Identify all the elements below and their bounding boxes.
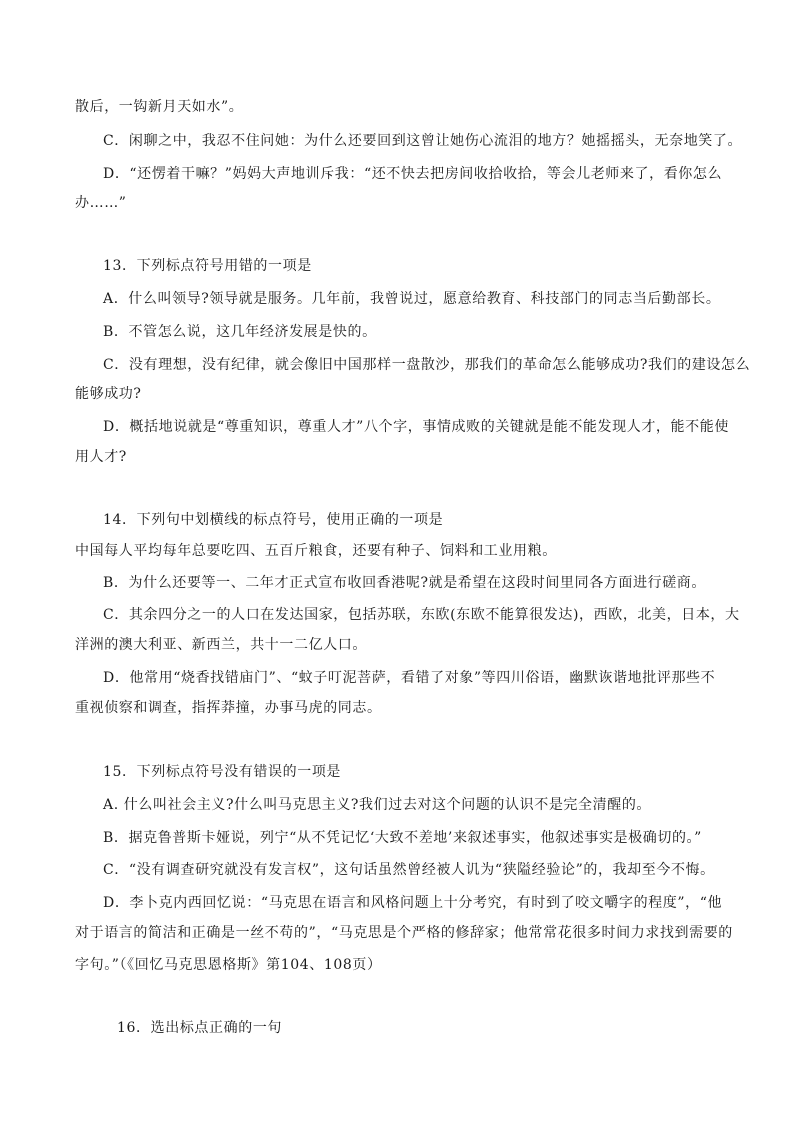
question-14-option-d-line1: D．他常用“烧香找错庙门”、“蚊子叮泥菩萨，看错了对象”等四川俗语，幽默诙谐地批评那些不 (103, 670, 716, 686)
question-15-stem: 15．下列标点符号没有错误的一项是 (103, 764, 342, 780)
question-13-option-d-line1: D．概括地说就是“尊重知识，尊重人才”八个字，事情成败的关键就是能不能发现人才，能不能使 (103, 419, 729, 435)
previous-option-d-line1: D．“还愣着干嘛？”妈妈大声地训斥我：“还不快去把房间收拾收拾，等会儿老师来了，看你怎么 (103, 166, 723, 182)
question-13-option-a: A．什么叫领导?领导就是服务。几年前，我曾说过，愿意给教育、科技部门的同志当后勤部长。 (103, 291, 721, 307)
question-14-option-c-line2: 洋洲的澳大利亚、新西兰，共十一二亿人口。 (75, 637, 367, 653)
question-15-option-d-line3: 字句。”（《回忆马克思恩格斯》第104、108页） (75, 957, 382, 973)
question-15-option-a: A. 什么叫社会主义?什么叫马克思主义?我们过去对这个问题的认识不是完全清醒的。 (103, 797, 652, 813)
previous-option-d-line2: 办……” (75, 195, 127, 211)
question-13-option-c-line2: 能够成功? (75, 386, 142, 402)
question-14-option-d-line2: 重视侦察和调查，指挥莽撞，办事马虎的同志。 (75, 700, 382, 716)
question-14-option-a: 中国每人平均每年总要吃四、五百斤粮食，还要有种子、饲料和工业用粮。 (75, 543, 557, 559)
question-13-option-d-line2: 用人才? (75, 449, 127, 465)
question-15-option-c: C．“没有调查研究就没有发言权”，这句话虽然曾经被人讥为“狭隘经验论”的，我却至今不悔。 (103, 862, 715, 878)
question-13-option-b: B．不管怎么说，这几年经济发展是快的。 (103, 324, 377, 340)
question-14-option-b: B．为什么还要等一、二年才正式宣布收回香港呢?就是希望在这段时间里同各方面进行磋商。 (103, 575, 706, 591)
question-16-stem: 16．选出标点正确的一句 (117, 1020, 283, 1036)
previous-question-fragment: 散后，一钩新月天如水”。 (75, 99, 244, 115)
question-14-stem: 14．下列句中划横线的标点符号，使用正确的一项是 (103, 512, 444, 528)
question-13-stem: 13．下列标点符号用错的一项是 (103, 258, 312, 274)
previous-option-c: C．闲聊之中，我忍不住问她：为什么还要回到这曾让她伤心流泪的地方？她摇摇头，无奈地笑了。 (103, 133, 743, 149)
question-15-option-d-line2: 对于语言的简洁和正确是一丝不苟的”，“马克思是个严格的修辞家；他常常花很多时间力求找到需要的 (75, 925, 733, 941)
question-15-option-b: B．据克鲁普斯卡娅说，列宁“从不凭记忆‘大致不差地’来叙述事实，他叙述事实是极确切的。” (103, 830, 702, 846)
question-14-option-c-line1: C．其余四分之一的人口在发达国家，包括苏联，东欧(东欧不能算很发达)，西欧，北美，日本，大 (103, 607, 740, 623)
question-13-option-c-line1: C．没有理想，没有纪律，就会像旧中国那样一盘散沙，那我们的革命怎么能够成功?我们的建设怎么 (103, 357, 751, 373)
question-15-option-d-line1: D．李卜克内西回忆说：“马克思在语言和风格问题上十分考究，有时到了咬文嚼字的程度”，“他 (103, 895, 723, 911)
